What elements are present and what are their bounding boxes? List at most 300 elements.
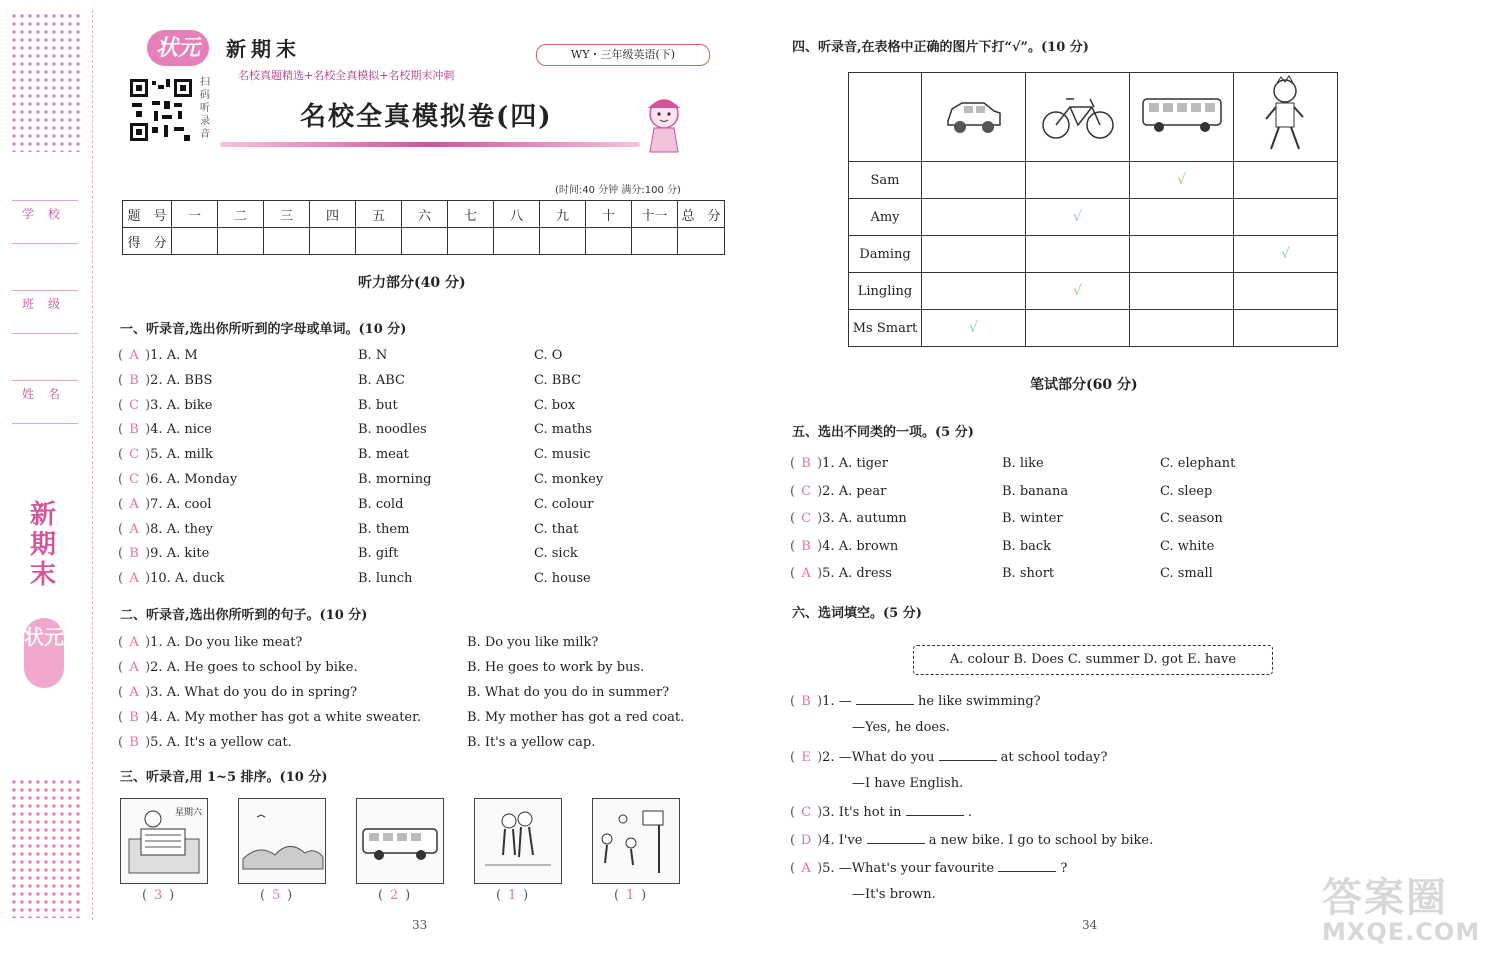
- answer-paren[interactable]: [118, 497, 163, 512]
- option-a: A. nice: [162, 422, 212, 438]
- q4-bike-cell: [1026, 73, 1130, 162]
- q4-cell[interactable]: [922, 236, 1026, 273]
- q2-item: [118, 735, 292, 750]
- paren-open: (: [790, 566, 796, 581]
- paren-open: (: [118, 571, 124, 587]
- answer-blank[interactable]: [867, 831, 925, 844]
- answer-paren[interactable]: [790, 694, 835, 709]
- option-b: B. back: [1002, 538, 1052, 554]
- question-number: 3.: [822, 511, 835, 526]
- q2-item: [118, 635, 302, 650]
- sentence-end: at school today?: [996, 750, 1108, 765]
- q1-item: [118, 398, 212, 413]
- picture-basketball: [592, 798, 680, 884]
- option-a: A. pear: [834, 483, 887, 499]
- paren-open: (: [118, 372, 124, 388]
- question-number: 7.: [150, 496, 163, 512]
- answer-paren[interactable]: [118, 685, 163, 700]
- reply-line: —Yes, he does.: [852, 720, 950, 735]
- paren-open: (: [790, 861, 796, 876]
- question-number: 1.: [822, 456, 835, 471]
- check-mark: √: [969, 320, 978, 336]
- landscape-icon: [239, 799, 325, 883]
- answer-letter: A: [129, 348, 139, 363]
- watermark-logo: 答案圈: [1322, 875, 1448, 921]
- option-b: B. like: [1002, 456, 1044, 471]
- option-a: A. autumn: [834, 511, 907, 526]
- answer-letter: A: [129, 685, 139, 700]
- school-field: 学校: [12, 200, 78, 244]
- question-number: 4.: [822, 538, 835, 554]
- option-c: C. box: [534, 397, 576, 413]
- paren-open: (: [118, 660, 124, 675]
- answer-paren[interactable]: [790, 539, 835, 554]
- option-a: A. brown: [834, 538, 899, 554]
- page-number-left: 33: [412, 918, 428, 932]
- word-bank: A. colour B. Does C. summer D. got E. have: [913, 645, 1273, 675]
- q4-cell[interactable]: [1130, 310, 1234, 347]
- decorative-dots-bottom: [10, 778, 82, 918]
- answer-letter: A: [129, 571, 139, 587]
- time-info: (时间:40 分钟 满分:100 分): [555, 185, 681, 196]
- sidebar-brand: 新期末: [30, 500, 57, 590]
- sentence-end: he like swimming?: [913, 694, 1041, 709]
- option-b: B. meat: [358, 447, 409, 463]
- score-cell[interactable]: [402, 228, 448, 255]
- q4-cell[interactable]: [1026, 236, 1130, 273]
- answer-paren[interactable]: [118, 348, 163, 363]
- answer-letter: B: [129, 546, 139, 562]
- binding-line: [92, 10, 93, 920]
- paren-open: (: [790, 805, 796, 820]
- q4-cell-checked[interactable]: [922, 310, 1026, 347]
- scan-hint: 扫码听录音: [200, 77, 210, 140]
- paren-close: ): [145, 660, 151, 675]
- score-cell[interactable]: [678, 228, 725, 255]
- q2-item: [118, 685, 357, 700]
- answer-paren[interactable]: [118, 735, 163, 750]
- score-col: 三: [264, 201, 310, 228]
- q4-name: Daming: [849, 236, 922, 273]
- option-a: A. Monday: [162, 472, 238, 487]
- paren-close: ): [817, 456, 823, 471]
- score-col: 八: [494, 201, 540, 228]
- score-col: 四: [310, 201, 356, 228]
- children-playing-icon: [475, 799, 561, 883]
- paren-open: (: [790, 833, 796, 848]
- q4-name: Ms Smart: [849, 310, 922, 347]
- q2-item: [118, 710, 421, 725]
- q4-cell[interactable]: [1130, 273, 1234, 310]
- option-c: C. sick: [534, 546, 578, 562]
- option-b: B. It's a yellow cap.: [467, 735, 596, 750]
- paren-open: (: [118, 635, 124, 650]
- paren-close: ): [145, 635, 151, 650]
- check-mark: √: [1281, 246, 1290, 262]
- q4-car-cell: [922, 73, 1026, 162]
- q4-cell[interactable]: [922, 199, 1026, 236]
- brand-name: 新期末: [226, 37, 301, 61]
- option-b: B. morning: [358, 472, 432, 487]
- answer-paren[interactable]: [118, 571, 171, 586]
- listening-section-title: 听力部分(40 分): [358, 275, 466, 291]
- edition-badge: WY・三年级英语(下): [536, 44, 710, 66]
- option-b: B. N: [358, 348, 388, 363]
- question-number: 2.: [150, 660, 163, 675]
- score-col: 五: [356, 201, 402, 228]
- brand-logo: 状元: [147, 30, 209, 66]
- answer-letter: A: [129, 496, 139, 512]
- q1-item: [118, 497, 211, 512]
- qr-code-icon[interactable]: [128, 77, 194, 143]
- answer-letter: A: [801, 566, 811, 581]
- paren-close: ): [145, 685, 151, 700]
- paren-close: ): [145, 735, 151, 750]
- score-cell[interactable]: [448, 228, 494, 255]
- question-number: 1.: [822, 694, 835, 709]
- q4-cell-checked[interactable]: [1234, 236, 1338, 273]
- answer-letter: B: [801, 456, 811, 471]
- answer-paren[interactable]: [118, 472, 163, 487]
- paren-close: ): [145, 546, 151, 562]
- cartoon-mascot-icon: [636, 92, 694, 158]
- answer-paren[interactable]: [118, 447, 163, 462]
- q6-item: [790, 831, 1153, 848]
- option-a: A. Do you like meat?: [162, 635, 303, 650]
- question-number: 5.: [150, 447, 163, 463]
- paren-open: (: [790, 750, 796, 765]
- paren-open: (: [118, 496, 124, 512]
- paren-close: ): [145, 472, 151, 487]
- question-number: 2.: [150, 372, 163, 388]
- class-field: 班级: [12, 290, 78, 334]
- answer-letter: B: [801, 694, 811, 709]
- q1-item: [118, 472, 237, 487]
- bus-icon: [357, 799, 443, 883]
- q4-name: Lingling: [849, 273, 922, 310]
- paren-close: ): [817, 694, 823, 709]
- score-header-row: [123, 201, 725, 228]
- answer-blank[interactable]: [998, 859, 1056, 872]
- answer-paren[interactable]: [118, 660, 163, 675]
- q4-table: [848, 72, 1338, 347]
- paren-close: ): [145, 348, 151, 363]
- answer-letter: B: [129, 710, 139, 725]
- option-b: B. ABC: [358, 372, 405, 388]
- option-a: A. dress: [834, 566, 892, 581]
- q4-cell[interactable]: [1234, 199, 1338, 236]
- option-c: C. BBC: [534, 372, 582, 388]
- q4-picture-row: [849, 73, 1338, 162]
- name-field: 姓名: [12, 380, 78, 424]
- answer-paren[interactable]: [118, 635, 163, 650]
- q4-cell[interactable]: [922, 162, 1026, 199]
- sentence-start: —What's your favourite: [834, 861, 999, 876]
- q1-item: [118, 422, 212, 437]
- q6-item: [790, 859, 1067, 876]
- q3-answer-5: ( 1 ): [614, 888, 647, 903]
- check-mark: √: [1073, 209, 1082, 225]
- reply-line: —I have English.: [852, 776, 964, 791]
- score-cell[interactable]: [540, 228, 586, 255]
- q4-cell[interactable]: [1026, 162, 1130, 199]
- option-a: A. kite: [162, 546, 210, 562]
- answer-paren[interactable]: [118, 398, 163, 413]
- q4-cell[interactable]: [922, 273, 1026, 310]
- q4-row-daming: [849, 236, 1338, 273]
- paren-open: (: [790, 538, 796, 554]
- score-col: 一: [172, 201, 218, 228]
- option-b: B. winter: [1002, 511, 1063, 526]
- reply-line: —It's brown.: [852, 887, 936, 902]
- paren-close: ): [145, 422, 151, 438]
- bike-icon: [1038, 87, 1118, 143]
- paren-close: ): [145, 372, 151, 388]
- q4-name: Sam: [849, 162, 922, 199]
- score-col: 二: [218, 201, 264, 228]
- q4-cell[interactable]: [1026, 310, 1130, 347]
- q5-title: 五、选出不同类的一项。(5 分): [792, 425, 974, 440]
- picture-children-playing: [474, 798, 562, 884]
- answer-paren[interactable]: [790, 861, 835, 876]
- q1-item: [118, 571, 224, 586]
- watermark-url: MXQE.COM: [1322, 918, 1481, 946]
- answer-paren[interactable]: [118, 546, 163, 561]
- q3-title: 三、听录音,用 1~5 排序。(10 分): [120, 770, 328, 785]
- paren-open: (: [118, 422, 124, 438]
- q1-item: [118, 546, 209, 561]
- q4-cell[interactable]: [1234, 273, 1338, 310]
- q4-row-amy: [849, 199, 1338, 236]
- option-b: B. Do you like milk?: [467, 635, 599, 650]
- answer-letter: B: [129, 422, 139, 438]
- option-c: C. season: [1160, 511, 1223, 526]
- question-number: 5.: [822, 861, 835, 876]
- q4-cell[interactable]: [1234, 310, 1338, 347]
- q4-row-ms-smart: [849, 310, 1338, 347]
- tagline: 名校真题精选+名校全真模拟+名校期末冲刺: [238, 69, 455, 82]
- q1-item: [118, 447, 213, 462]
- option-a: A. It's a yellow cat.: [162, 735, 292, 750]
- q4-cell[interactable]: [1130, 236, 1234, 273]
- option-c: C. sleep: [1160, 483, 1213, 499]
- paren-close: ): [145, 397, 151, 413]
- q6-item: [790, 692, 1041, 709]
- answer-letter: C: [129, 397, 140, 413]
- q4-name: Amy: [849, 199, 922, 236]
- q3-answer-2: ( 5 ): [260, 888, 293, 903]
- q1-title: 一、听录音,选出你所听到的字母或单词。(10 分): [120, 322, 407, 337]
- q1-item: [118, 522, 213, 537]
- q4-cell-checked[interactable]: [1026, 273, 1130, 310]
- q5-item: [790, 484, 886, 499]
- q4-cell[interactable]: [1234, 162, 1338, 199]
- score-cell[interactable]: [264, 228, 310, 255]
- q4-row-lingling: [849, 273, 1338, 310]
- answer-letter: C: [801, 483, 812, 499]
- check-mark: √: [1073, 283, 1082, 299]
- paren-open: (: [118, 447, 124, 463]
- answer-paren[interactable]: [790, 833, 835, 848]
- q1-item: [118, 348, 198, 363]
- q4-corner: [849, 73, 922, 162]
- question-number: 4.: [150, 422, 163, 438]
- option-c: C. elephant: [1160, 456, 1236, 471]
- question-number: 3.: [150, 685, 163, 700]
- option-b: B. noodles: [358, 422, 427, 438]
- paren-close: ): [817, 750, 823, 765]
- paren-open: (: [118, 685, 124, 700]
- answer-paren[interactable]: [118, 373, 163, 388]
- option-b: B. gift: [358, 546, 399, 562]
- score-cell[interactable]: [218, 228, 264, 255]
- picture-reading-man: [120, 798, 208, 884]
- score-col: 九: [540, 201, 586, 228]
- paren-close: ): [817, 483, 823, 499]
- paren-open: (: [790, 483, 796, 499]
- option-a: A. He goes to school by bike.: [162, 660, 358, 675]
- paren-open: (: [790, 511, 796, 526]
- score-col: 十一: [632, 201, 678, 228]
- option-b: B. He goes to work by bus.: [467, 660, 645, 675]
- option-a: A. bike: [162, 397, 213, 413]
- answer-letter: C: [129, 447, 140, 463]
- sentence-end: a new bike. I go to school by bike.: [924, 833, 1154, 848]
- score-col: 十: [586, 201, 632, 228]
- sentence-start: I've: [834, 833, 867, 848]
- q4-bus-cell: [1130, 73, 1234, 162]
- answer-letter: E: [801, 750, 811, 765]
- option-a: A. duck: [170, 571, 225, 587]
- answer-letter: C: [801, 511, 812, 526]
- q5-item: [790, 456, 888, 471]
- paren-close: ): [145, 447, 151, 463]
- q5-item: [790, 539, 898, 554]
- score-col-total: 总 分: [678, 201, 725, 228]
- answer-paren[interactable]: [790, 511, 835, 526]
- decorative-line: [220, 142, 640, 147]
- paren-close: ): [145, 496, 151, 512]
- option-a: A. M: [162, 348, 198, 363]
- q4-cell[interactable]: [1130, 199, 1234, 236]
- q1-item: [118, 373, 212, 388]
- score-cell[interactable]: [172, 228, 218, 255]
- sentence-end: .: [963, 805, 972, 820]
- answer-blank[interactable]: [906, 803, 964, 816]
- score-cell[interactable]: [632, 228, 678, 255]
- option-c: C. house: [534, 571, 591, 587]
- score-col-label: 题 号: [123, 201, 172, 228]
- question-number: 1.: [150, 348, 163, 363]
- paren-close: ): [817, 538, 823, 554]
- answer-paren[interactable]: [790, 566, 835, 581]
- option-b: B. What do you do in summer?: [467, 685, 670, 700]
- sentence-start: It's hot in: [834, 805, 906, 820]
- option-b: B. but: [358, 397, 398, 413]
- score-value-row: [123, 228, 725, 255]
- option-c: C. music: [534, 447, 591, 463]
- paren-close: ): [817, 511, 823, 526]
- paren-close: ): [817, 566, 823, 581]
- option-a: A. What do you do in spring?: [162, 685, 358, 700]
- question-number: 9.: [150, 546, 163, 562]
- answer-paren[interactable]: [118, 422, 163, 437]
- sentence-start: —What do you: [834, 750, 939, 765]
- score-cell[interactable]: [356, 228, 402, 255]
- answer-paren[interactable]: [790, 805, 835, 820]
- question-number: 10.: [150, 571, 171, 587]
- answer-blank[interactable]: [856, 692, 914, 705]
- option-b: B. My mother has got a red coat.: [467, 710, 685, 725]
- answer-paren[interactable]: [790, 484, 835, 499]
- answer-letter: B: [129, 735, 139, 750]
- q2-title: 二、听录音,选出你所听到的句子。(10 分): [120, 608, 368, 623]
- answer-paren[interactable]: [790, 750, 835, 765]
- answer-letter: A: [129, 635, 139, 650]
- option-a: A. they: [162, 521, 213, 537]
- car-icon: [942, 91, 1006, 139]
- option-b: B. banana: [1002, 483, 1069, 499]
- paren-open: (: [118, 521, 124, 537]
- question-number: 6.: [150, 472, 163, 487]
- question-number: 5.: [150, 735, 163, 750]
- picture-landscape: [238, 798, 326, 884]
- option-b: B. cold: [358, 496, 404, 512]
- q4-title: 四、听录音,在表格中正确的图片下打“√”。(10 分): [792, 40, 1089, 55]
- answer-letter: C: [801, 805, 812, 820]
- page-title: 名校全真模拟卷(四): [300, 102, 553, 132]
- score-cell[interactable]: [310, 228, 356, 255]
- question-number: 2.: [822, 750, 835, 765]
- option-c: C. monkey: [534, 472, 604, 487]
- paren-close: ): [145, 710, 151, 725]
- q3-answer-1: ( 3 ): [142, 888, 175, 903]
- option-b: B. short: [1002, 566, 1055, 581]
- answer-paren[interactable]: [790, 456, 835, 471]
- q4-walking-cell: [1234, 73, 1338, 162]
- answer-paren[interactable]: [118, 710, 163, 725]
- question-number: 4.: [822, 833, 835, 848]
- sentence-start: —: [834, 694, 856, 709]
- paren-open: (: [118, 348, 124, 363]
- question-number: 1.: [150, 635, 163, 650]
- option-a: A. BBS: [162, 372, 213, 388]
- answer-letter: A: [129, 521, 139, 537]
- paren-open: (: [118, 710, 124, 725]
- paren-close: ): [817, 805, 823, 820]
- q3-answer-3: ( 2 ): [378, 888, 411, 903]
- option-a: A. cool: [162, 496, 212, 512]
- option-a: A. milk: [162, 447, 213, 463]
- answer-blank[interactable]: [939, 748, 997, 761]
- q4-cell-checked[interactable]: [1026, 199, 1130, 236]
- score-cell[interactable]: [494, 228, 540, 255]
- score-table: [122, 200, 725, 255]
- q6-item: [790, 803, 972, 820]
- q5-item: [790, 511, 907, 526]
- score-cell[interactable]: [586, 228, 632, 255]
- option-c: C. O: [534, 348, 563, 363]
- question-number: 5.: [822, 566, 835, 581]
- q4-cell-checked[interactable]: [1130, 162, 1234, 199]
- bus-icon: [1141, 95, 1223, 135]
- score-col: 七: [448, 201, 494, 228]
- q4-row-sam: [849, 162, 1338, 199]
- option-b: B. lunch: [358, 571, 413, 587]
- sentence-end: ?: [1056, 861, 1068, 876]
- answer-paren[interactable]: [118, 522, 163, 537]
- question-number: 3.: [822, 805, 835, 820]
